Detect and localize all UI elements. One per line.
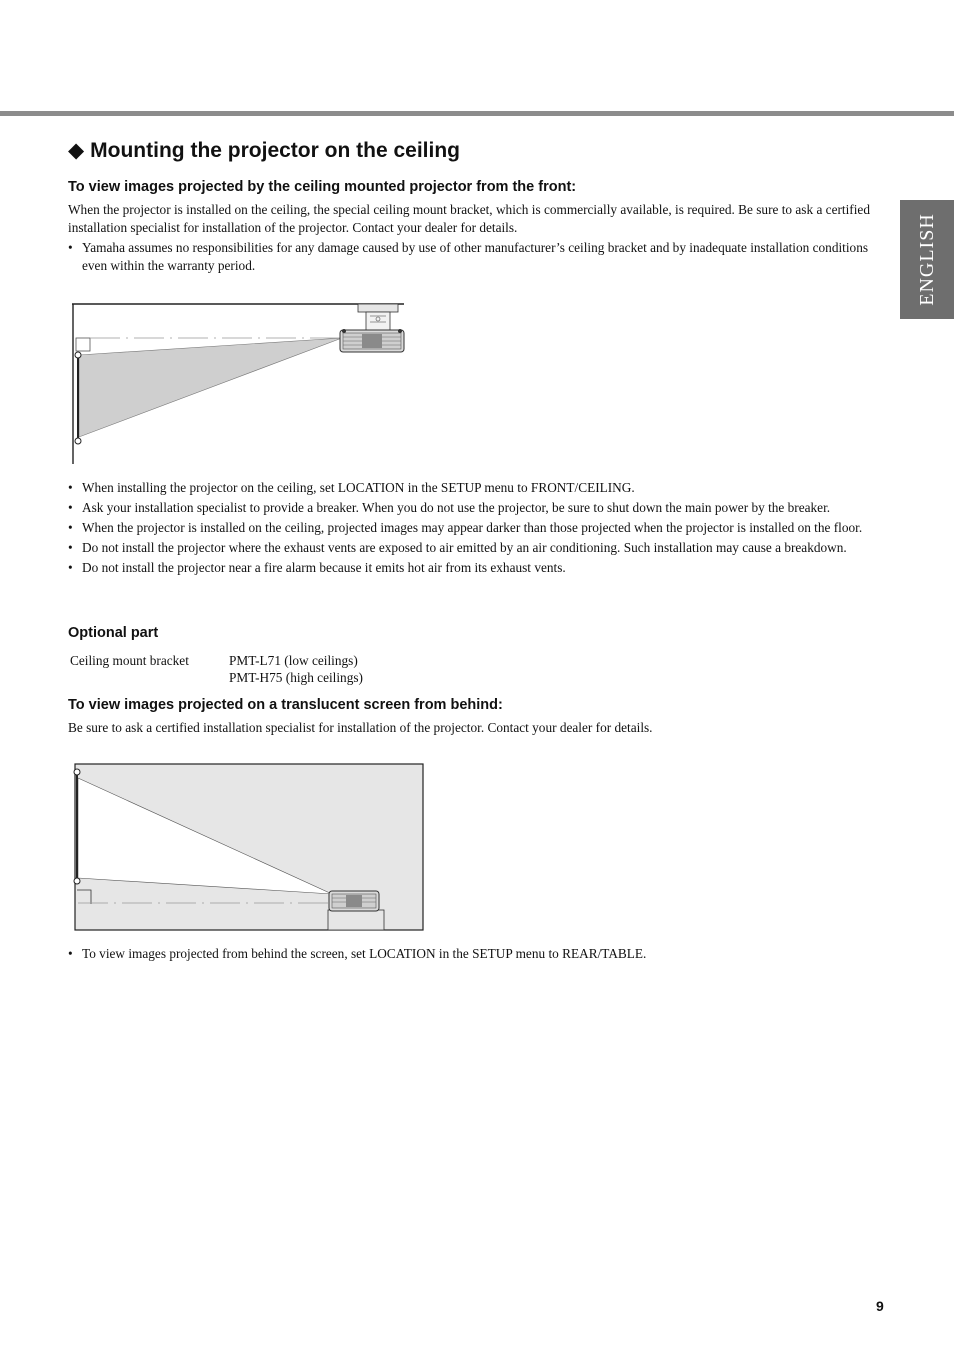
- rear-heading: To view images projected on a translucent screen from behind:: [68, 697, 503, 713]
- optional-part-model: PMT-L71 (low ceilings): [229, 653, 358, 668]
- rear-bullet-list: [68, 945, 890, 965]
- optional-part-row: [70, 652, 363, 669]
- optional-part-heading: Optional part: [68, 625, 159, 641]
- front-note: • Yamaha assumes no responsibilities for any damage caused by use of other manufacturer’s ceiling bracket and by inadequate installation conditions even within the warranty period.: [68, 239, 890, 274]
- projector-on-table: [329, 891, 379, 911]
- top-rule: [0, 111, 954, 116]
- screen-bottom-roller: [74, 878, 80, 884]
- page-title: [68, 138, 460, 163]
- optional-part-row: [70, 669, 363, 686]
- language-tab: [900, 200, 954, 319]
- screen-top-roller: [74, 769, 80, 775]
- front-bullet: • Do not install the projector where the exhaust vents are exposed to air emitted by an air conditioning. Such installation may cause a breakdown.: [68, 539, 890, 557]
- language-tab-label: ENGLISH: [915, 213, 938, 306]
- ceiling-projection-diagram: [66, 298, 410, 466]
- projector-table: [328, 910, 384, 930]
- front-bullet: • When installing the projector on the ceiling, set LOCATION in the SETUP menu to FRONT/CEILING.: [68, 479, 890, 497]
- optional-part-label: Ceiling mount bracket: [70, 653, 189, 668]
- projector-ceiling-mounted: [340, 329, 404, 352]
- rear-intro: Be sure to ask a certified installation specialist for installation of the projector. Contact your dealer for details.: [68, 720, 653, 735]
- screen-bottom-roller: [75, 438, 81, 444]
- page-number: 9: [876, 1298, 884, 1314]
- front-note-list: [68, 239, 890, 277]
- screen-top-roller: [75, 352, 81, 358]
- front-bullet-list: [68, 479, 890, 579]
- rear-projection-diagram: [70, 760, 426, 934]
- front-intro: When the projector is installed on the ceiling, the special ceiling mount bracket, which is commercially available, is required. Be sure to ask a certified installation specialist for installation of the projector. Contact your dealer for details.: [68, 202, 870, 235]
- front-bullet: • When the projector is installed on the ceiling, projected images may appear darker than those projected when the projector is installed on the floor.: [68, 519, 890, 537]
- optional-part-table: [70, 652, 363, 686]
- front-bullet: • Ask your installation specialist to provide a breaker. When you do not use the projector, be sure to shut down the main power by the breaker.: [68, 499, 890, 517]
- rear-bullet: • To view images projected from behind the screen, set LOCATION in the SETUP menu to REAR/TABLE.: [68, 945, 890, 963]
- page-title-text: Mounting the projector on the ceiling: [90, 139, 460, 162]
- front-bullet: • Do not install the projector near a fire alarm because it emits hot air from its exhaust vents.: [68, 559, 890, 577]
- front-heading: To view images projected by the ceiling mounted projector from the front:: [68, 179, 577, 195]
- optional-part-model: PMT-H75 (high ceilings): [229, 670, 363, 685]
- diamond-icon: ◆: [68, 139, 85, 162]
